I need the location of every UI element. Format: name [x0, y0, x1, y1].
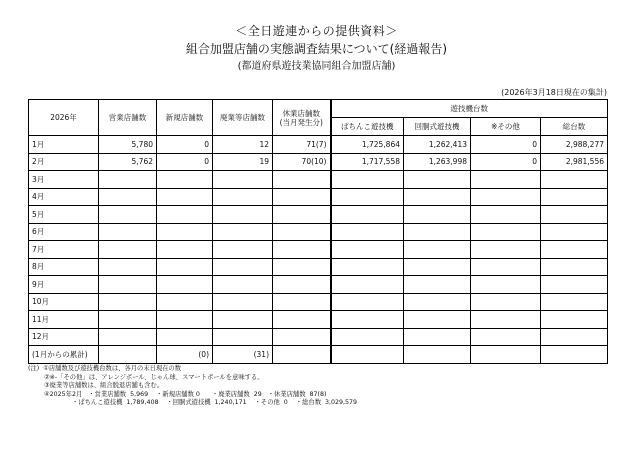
closed-cell: [213, 206, 273, 224]
closed-cell: [213, 223, 273, 241]
other-cell: 0: [471, 136, 541, 154]
new-cell: (0): [157, 346, 213, 364]
table-row: [29, 328, 608, 346]
total-cell: [541, 346, 608, 364]
header-pachinko: ぱちんこ遊技機: [331, 118, 404, 136]
header-suspended: [273, 100, 331, 136]
closed-cell: [213, 311, 273, 329]
table-row: [29, 311, 608, 329]
table-row: [29, 293, 608, 311]
suspended-cell: [273, 223, 331, 241]
month-cell: 7月: [29, 241, 99, 259]
as-of-date: (2026年3月18日現在の集計): [501, 88, 607, 97]
month-cell: 5月: [29, 206, 99, 224]
operating-cell: 5,780: [99, 136, 157, 154]
suspended-cell: [273, 328, 331, 346]
table-row: [29, 258, 608, 276]
operating-cell: [99, 276, 157, 294]
other-cell: [471, 171, 541, 189]
new-cell: [157, 328, 213, 346]
closed-cell: [213, 171, 273, 189]
new-cell: [157, 206, 213, 224]
total-cell: [541, 206, 608, 224]
total-cell: 2,981,556: [541, 153, 608, 171]
header-operating: 営業店舗数: [99, 100, 157, 136]
operating-cell: [99, 346, 157, 364]
other-cell: [471, 206, 541, 224]
closed-cell: [213, 188, 273, 206]
closed-cell: [213, 293, 273, 311]
month-cell: 3月: [29, 171, 99, 189]
note-line: ③廃業等店舗数は、組合脱退店舗も含む。: [28, 382, 164, 389]
total-cell: [541, 328, 608, 346]
closed-cell: [213, 241, 273, 259]
total-cell: [541, 311, 608, 329]
new-cell: [157, 241, 213, 259]
suspended-cell: [273, 311, 331, 329]
total-cell: [541, 293, 608, 311]
total-cell: 2,988,277: [541, 136, 608, 154]
new-cell: [157, 223, 213, 241]
suspended-cell: 71(7): [273, 136, 331, 154]
header-new: 新規店舗数: [157, 100, 213, 136]
header-other: ※その他: [471, 118, 541, 136]
pachinko-cell: [331, 328, 404, 346]
new-cell: [157, 293, 213, 311]
pachinko-cell: 1,725,864: [331, 136, 404, 154]
new-cell: [157, 171, 213, 189]
month-cell: 6月: [29, 223, 99, 241]
table-body: [29, 136, 608, 364]
document-title: ＜全日遊連からの提供資料＞: [235, 24, 398, 38]
operating-cell: [99, 241, 157, 259]
slot-cell: [404, 206, 471, 224]
document-subtitle: 組合加盟店舗の実態調査結果について(経過報告): [185, 42, 448, 56]
table-row: [29, 241, 608, 259]
suspended-cell: [273, 188, 331, 206]
other-cell: [471, 258, 541, 276]
month-cell: 2月: [29, 153, 99, 171]
survey-table: [28, 99, 608, 364]
header-year: 2026年: [29, 100, 99, 136]
suspended-cell: [273, 276, 331, 294]
month-cell: 1月: [29, 136, 99, 154]
suspended-cell: [273, 293, 331, 311]
slot-cell: 1,262,413: [404, 136, 471, 154]
new-cell: [157, 258, 213, 276]
other-cell: [471, 223, 541, 241]
document-scope: (都道府県遊技業協同組合加盟店舗): [237, 61, 396, 72]
total-cell: [541, 276, 608, 294]
notes: [28, 365, 357, 408]
total-cell: [541, 171, 608, 189]
closed-cell: [213, 328, 273, 346]
pachinko-cell: [331, 276, 404, 294]
slot-cell: [404, 188, 471, 206]
month-cell: 12月: [29, 328, 99, 346]
pachinko-cell: [331, 223, 404, 241]
slot-cell: [404, 276, 471, 294]
header-total: 総台数: [541, 118, 608, 136]
suspended-cell: [273, 346, 331, 364]
month-cell: 9月: [29, 276, 99, 294]
slot-cell: [404, 328, 471, 346]
pachinko-cell: [331, 188, 404, 206]
other-cell: [471, 276, 541, 294]
closed-cell: [213, 258, 273, 276]
header-suspended-sub: (当月発生分): [279, 117, 323, 127]
slot-cell: 1,263,998: [404, 153, 471, 171]
table-row: [29, 276, 608, 294]
table-row: [29, 153, 608, 171]
new-cell: [157, 188, 213, 206]
month-cell: 11月: [29, 311, 99, 329]
other-cell: [471, 346, 541, 364]
closed-cell: 12: [213, 136, 273, 154]
note-line: ②※-「その他」は、アレンジボール、じゃん球、スマートボールを意味する。: [28, 373, 264, 381]
slot-cell: [404, 346, 471, 364]
cumulative-row: [29, 346, 608, 364]
slot-cell: [404, 223, 471, 241]
other-cell: [471, 241, 541, 259]
operating-cell: 5,762: [99, 153, 157, 171]
table-row: [29, 223, 608, 241]
header-machines-group: 遊技機台数: [331, 100, 608, 118]
operating-cell: [99, 293, 157, 311]
month-cell: 8月: [29, 258, 99, 276]
pachinko-cell: [331, 293, 404, 311]
suspended-cell: [273, 171, 331, 189]
cumulative-label: (1月からの累計): [29, 346, 99, 364]
pachinko-cell: 1,717,558: [331, 153, 404, 171]
total-cell: [541, 223, 608, 241]
pachinko-cell: [331, 258, 404, 276]
table-row: [29, 188, 608, 206]
closed-cell: [213, 276, 273, 294]
new-cell: 0: [157, 153, 213, 171]
closed-cell: 19: [213, 153, 273, 171]
new-cell: 0: [157, 136, 213, 154]
slot-cell: [404, 311, 471, 329]
table-row: [29, 206, 608, 224]
slot-cell: [404, 258, 471, 276]
suspended-cell: [273, 241, 331, 259]
operating-cell: [99, 258, 157, 276]
total-cell: [541, 188, 608, 206]
operating-cell: [99, 223, 157, 241]
suspended-cell: [273, 258, 331, 276]
total-cell: [541, 258, 608, 276]
other-cell: 0: [471, 153, 541, 171]
suspended-cell: [273, 206, 331, 224]
other-cell: [471, 311, 541, 329]
pachinko-cell: [331, 241, 404, 259]
header-suspended-label: 休業店舗数: [282, 108, 320, 118]
note-line: ④2025年2月 ・営業店舗数 5,969 ・新規店舗数 0 ・廃業店舗数 29 ・休業店舗数 87(8): [28, 390, 327, 398]
note-line: ・ぱちんこ遊技機 1,789,408 ・回胴式遊技機 1,240,171 ・その他 0 ・総台数 3,029,579: [28, 399, 358, 406]
pachinko-cell: [331, 311, 404, 329]
closed-cell: (31): [213, 346, 273, 364]
new-cell: [157, 311, 213, 329]
slot-cell: [404, 241, 471, 259]
other-cell: [471, 328, 541, 346]
operating-cell: [99, 188, 157, 206]
total-cell: [541, 241, 608, 259]
pachinko-cell: [331, 171, 404, 189]
operating-cell: [99, 311, 157, 329]
header-closed: 廃業等店舗数: [213, 100, 273, 136]
table-row: [29, 171, 608, 189]
other-cell: [471, 188, 541, 206]
note-line: (注) ①店舗数及び遊技機台数は、各月の末日現在の数: [28, 365, 182, 372]
operating-cell: [99, 171, 157, 189]
operating-cell: [99, 328, 157, 346]
table-row: [29, 136, 608, 154]
month-cell: 10月: [29, 293, 99, 311]
operating-cell: [99, 206, 157, 224]
header-slot: 回胴式遊技機: [404, 118, 471, 136]
pachinko-cell: [331, 346, 404, 364]
slot-cell: [404, 171, 471, 189]
new-cell: [157, 276, 213, 294]
slot-cell: [404, 293, 471, 311]
other-cell: [471, 293, 541, 311]
pachinko-cell: [331, 206, 404, 224]
suspended-cell: 70(10): [273, 153, 331, 171]
month-cell: 4月: [29, 188, 99, 206]
